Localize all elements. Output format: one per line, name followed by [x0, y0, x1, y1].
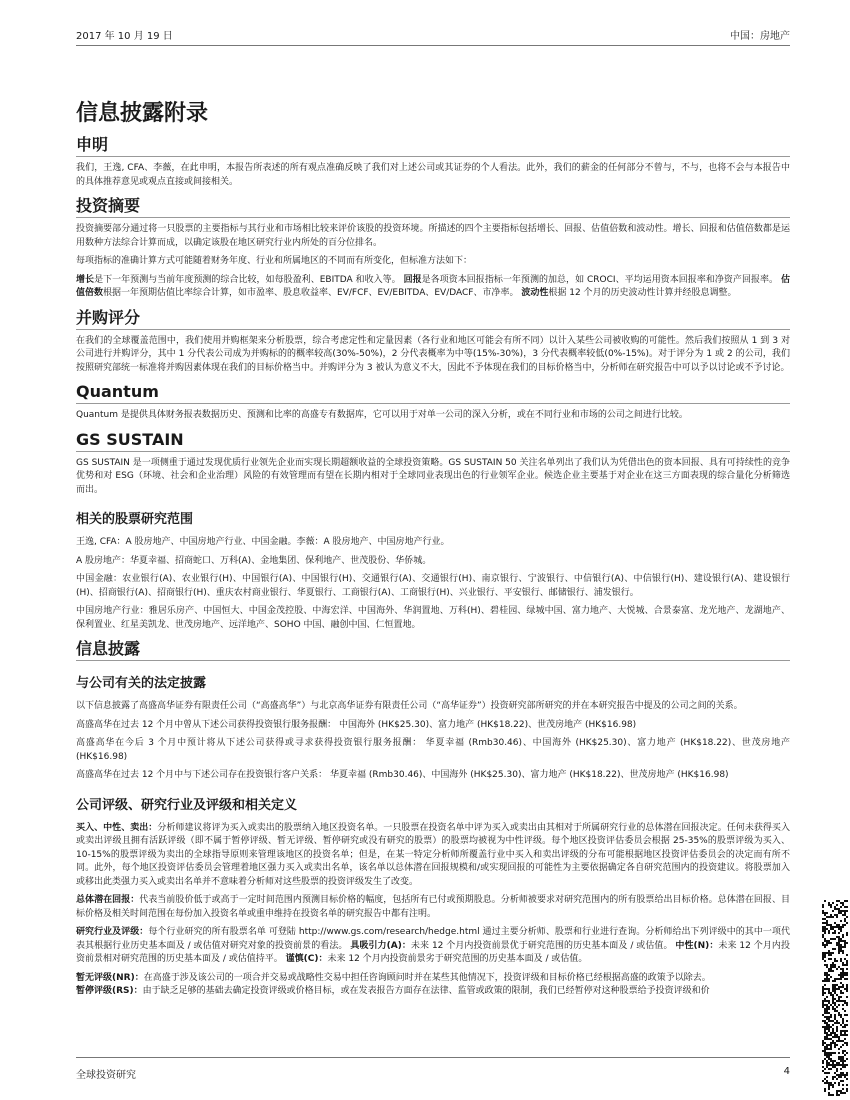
neutral-text: 未来 12 个月内投资前景相对研究范围的历史基本面及 / 或估值持平。: [76, 940, 790, 964]
potential-text: 代表当前股价低于或高于一定时间范围内预测目标价格的幅度，包括所有已付或预期股息。分析师被要求对研究范围内的所有股票给出目标价格。总体潜在回报、目标价格及相关时间范围在每份加入投资名单或重申维持在投资名单的研究报告中都有注明。: [76, 895, 790, 919]
coverage-rating-text: 每个行业研究的所有股票名单 可登陆 http://www.gs.com/research/hedge.html 通过主要分析师、股票和行业进行查询。分析师给出下列评级中的其中一项代表其根据行业历史基本面及 / 或估值对研究对象的投资前景的看法。: [76, 927, 790, 951]
company-disclosures-heading: 与公司有关的法定披露: [76, 676, 207, 691]
coverage-rating-label: 研究行业及评级：: [76, 927, 149, 937]
coverage-a-share: A 股房地产：华夏幸福、招商蛇口、万科(A)、金地集团、保利地产、世茂股份、华侨城。: [76, 555, 432, 566]
statement-text: 我们，王逸, CFA、李薇，在此申明，本报告所表述的所有观点准确反映了我们对上述公司或其证券的个人看法。此外，我们的薪金的任何部分不曾与，不与，也将不会与本报告中的具体推荐意见或观点直接或间接相关。: [76, 163, 790, 187]
quantum-text: Quantum 是提供具体财务报表数据历史、预测和比率的高盛专有数据库，它可以用于对单一公司的深入分析，或在不同行业和市场的公司之间进行比较。: [76, 410, 688, 420]
coverage-property: 中国房地产行业：雅居乐房产、中国恒大、中国金茂控股、中海宏洋、中国海外、华润置地、万科(H)、碧桂园、绿城中国、富力地产、大悦城、合景泰富、龙光地产、龙湖地产、保利置业、红星美凯龙、世茂房地产、远洋地产、SOHO 中国、融创中国、仁恒置地。: [76, 606, 790, 630]
neutral-label: 中性(N)：: [675, 940, 719, 951]
disclosures-p1: 以下信息披露了高盛高华证券有限责任公司（“高盛高华”）与北京高华证券有限责任公司（“高华证券”）投资研究部所研究的并在本研究报告中提及的公司之间的关系。: [76, 701, 743, 711]
disclosures-p4: 高盛高华在过去 12 个月中与下述公司存在投资银行客户关系： 华夏幸福 (Rmb30.46)、中国海外 (HK$25.30)、富力地产 (HK$18.22)、世茂房地产 (HK$16.98): [76, 770, 729, 780]
volatility-text: 根据 12 个月的历史波动性计算并经股息调整。: [548, 288, 737, 298]
volatility-label: 波动性: [521, 288, 549, 298]
investment-profile-definitions: [76, 274, 790, 301]
cautious-label: 谨慎(C)：: [285, 954, 328, 964]
multiple-label: 估值倍数: [76, 274, 790, 298]
header-region: 中国：房地产: [730, 31, 790, 42]
header-divider: [76, 45, 790, 46]
ratings-nr: [76, 972, 790, 986]
attractive-text: 未来 12 个月内投资前景优于研究范围的历史基本面及 / 或估值。: [410, 940, 673, 951]
coverage-analysts: 王逸, CFA：A 股房地产、中国房地产行业、中国金融。李薇：A 股房地产、中国房地产行业。: [76, 537, 450, 547]
potential-label: 总体潜在回报：: [76, 895, 140, 905]
qr-code-icon: [822, 900, 848, 1096]
return-text: 是各项资本回报指标一年预测的加总，如 CROCI、平均运用资本回报率和净资产回报率。: [421, 274, 779, 285]
footer-label: 全球投资研究: [76, 1070, 136, 1081]
investment-profile-p1: 投资摘要部分通过将一只股票的主要指标与其行业和市场相比较来评价该股的投资环境。所描述的四个主要指标包括增长、回报、估值倍数和波动性。增长、回报和估值倍数都是运用数种方法综合计算而成，以确定该股在地区研究行业内所处的百分位排名。: [76, 224, 790, 248]
page-number: 4: [783, 1066, 790, 1077]
nr-text: 在高盛于涉及该公司的一项合并交易或战略性交易中担任咨询顾问时并在某些其他情况下，投资评级和目标价格已经根据高盛的政策予以除去。: [143, 972, 711, 983]
statement-heading: 申明: [76, 134, 790, 157]
attractive-label: 具吸引力(A)：: [350, 940, 411, 951]
page-title: 信息披露附录: [76, 101, 209, 126]
ma-heading: 并购评分: [76, 307, 790, 330]
coverage-financials: 中国金融：农业银行(A)、农业银行(H)、中国银行(A)、中国银行(H)、交通银行(A)、交通银行(H)、南京银行、宁波银行、中信银行(A)、中信银行(H)、建设银行(A)、建设银行(H)、招商银行(A)、招商银行(H)、重庆农村商业银行、华夏银行、工商银行(A)、工商银行(H)、兴业银行、平安银行、邮储银行、浦发银行。: [76, 574, 790, 598]
ratings-potential: [76, 894, 790, 921]
return-label: 回报: [403, 274, 422, 285]
rs-text: 由于缺乏足够的基础去确定投资评级或价格目标，或在发表报告方面存在法律、监管或政策的限制，我们已经暂停对这种股票给予投资评级和价: [142, 986, 710, 996]
ratings-buy: [76, 822, 790, 890]
investment-profile-heading: 投资摘要: [76, 195, 790, 218]
ratings-coverage: [76, 926, 790, 967]
ma-text: 在我们的全球覆盖范围中，我们使用并购框架来分析股票，综合考虑定性和定量因素（各行业和地区可能会有所不同）以计入某些公司被收购的可能性。然后我们按照从 1 到 3 对公司进行并购评分，其中 1 分代表公司成为并购标的的概率较高(30%-50%)，2 分代表概率为中等(15%-30%)，3 分代表概率较低(0%-15%)。对于评分为 1 或 2 的公司，我们按照研究部统一标准将并购因素体现在我们的目标价格当中。并购评分为 3 被认为意义不大，因此不予体现在我们的目标价格当中，分析师在研究报告中可以予以讨论或不予讨论。: [76, 335, 790, 373]
disclosures-p3: 高盛高华在今后 3 个月中预计将从下述公司获得或寻求获得投资银行服务报酬： 华夏幸福 (Rmb30.46)、中国海外 (HK$25.30)、富力地产 (HK$18.22)、世茂房地产 (HK$16.98): [76, 738, 790, 762]
growth-label: 增长: [76, 274, 95, 285]
rs-label: 暂停评级(RS)：: [76, 986, 143, 996]
buy-label: 买入、中性、卖出：: [76, 822, 158, 833]
gs-sustain-text: GS SUSTAIN 是一项侧重于通过发现优质行业领先企业而实现长期超额收益的全球投资策略。GS SUSTAIN 50 关注名单列出了我们认为凭借出色的资本回报、具有可持续性的竞争优势和对 ESG（环境、社会和企业治理）风险的有效管理而有望在长期内相对于全球同业表现出色的行业领军企业。候选企业主要基于对企业在这三方面表现的综合量化分析筛选而出。: [76, 457, 790, 495]
multiple-text: 根据一年预期估值比率综合计算，如市盈率、股息收益率、EV/FCF、EV/EBITDA、EV/DACF、市净率。: [103, 288, 519, 298]
document-body: [76, 100, 790, 1004]
nr-label: 暂无评级(NR)：: [76, 972, 144, 983]
disclosures-heading: 信息披露: [76, 638, 790, 661]
ratings-rs: [76, 985, 790, 999]
quantum-heading: Quantum: [76, 381, 790, 404]
gs-sustain-heading: GS SUSTAIN: [76, 429, 790, 452]
footer-divider: [76, 1057, 790, 1058]
growth-text: 是下一年预测与当前年度预测的综合比较，如每股盈利、EBITDA 和收入等。: [94, 274, 401, 285]
header-date: 2017 年 10 月 19 日: [76, 31, 173, 42]
cautious-text: 未来 12 个月内投资前景劣于研究范围的历史基本面及 / 或估值。: [327, 954, 588, 964]
disclosures-p2: 高盛高华在过去 12 个月中曾从下述公司获得投资银行服务报酬： 中国海外 (HK$25.30)、富力地产 (HK$18.22)、世茂房地产 (HK$16.98): [76, 719, 637, 730]
coverage-heading: 相关的股票研究范围: [76, 512, 194, 527]
buy-text: 分析师建议将评为买入或卖出的股票纳入地区投资名单。一只股票在投资名单中评为买入或卖出由其相对于所属研究行业的总体潜在回报决定。任何未获得买入或卖出评级且拥有活跃评级（即不属于暂停评级、暂无评级、暂停研究或没有研究的股票）的股票均被视为中性评级。每个地区投资评估委员会根据 25-35%的股票评级为买入、10-15%的股票评级为卖出的全球指导原则来管理该地区的投资名单；但是，在某一特定分析师所覆盖行业中买入和卖出评级的分布可能根据地区投资评估委员会的决定而有所不同。此外，每个地区投资评估委员会管理着地区强力买入或卖出名单，该名单以总体潜在回报规模和/或实现回报的可能性为主要依据确定各自研究范围内的投资建议。将股票加入或移出此类强力买入或卖出名单并不意味着分析师对这些股票的投资评级发生了改变。: [76, 822, 790, 887]
investment-profile-p2: 每项指标的准确计算方式可能随着财务年度、行业和所属地区的不同而有所变化，但标准方法如下：: [76, 256, 473, 266]
ratings-heading: 公司评级、研究行业及评级和相关定义: [76, 797, 298, 813]
